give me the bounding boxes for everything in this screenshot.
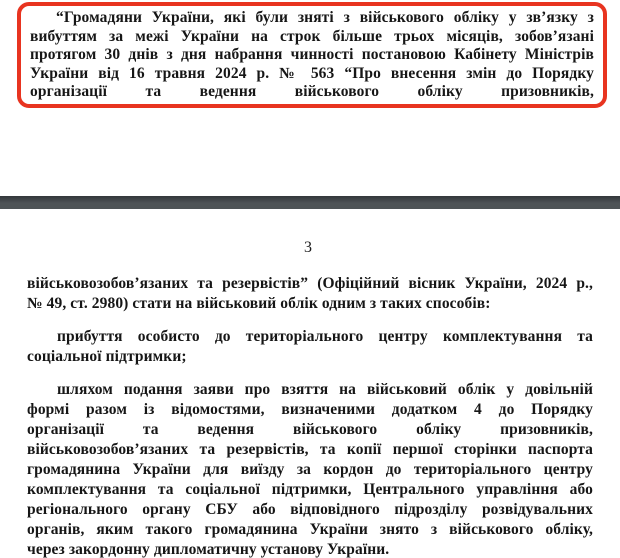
text-line: військовозобов’язаних та резервістів, та копії першої сторінки паспорта xyxy=(27,441,593,458)
paragraph xyxy=(27,380,593,558)
page-body xyxy=(27,274,593,558)
text-line: соціальної підтримки; xyxy=(27,348,187,365)
text-line: комплектування та соціальної підтримки, Центрального управління або xyxy=(27,481,593,498)
text-line: “Громадяни України, які були зняті з військового обліку у зв’язку з xyxy=(56,9,594,26)
page-number: 3 xyxy=(304,239,312,256)
page-separator-bar xyxy=(0,196,620,209)
text-line: організації та ведення військового обліку призовників, xyxy=(27,421,593,438)
text-line: військовозобов’язаних та резервістів” (Офіційний вісник України, 2024 р., xyxy=(27,275,593,292)
text-line: № 49, ст. 2980) стати на військовий облік одним з таких способів: xyxy=(27,295,491,312)
text-line: України від 16 травня 2024 р. № 563 “Про внесення змін до Порядку xyxy=(30,64,594,82)
text-line: організації та ведення військового обліку призовників, xyxy=(30,83,594,101)
text-line: шляхом подання заяви про взяття на військовий облік у довільній xyxy=(57,381,593,398)
text-line: прибуття особисто до територіального центру комплектування та xyxy=(57,328,593,345)
text-line: формі разом із відомостями, визначеними додатком 4 до Порядку xyxy=(27,401,593,418)
paragraph xyxy=(27,327,593,367)
text-line: громадянина України для виїзду за кордон до територіального центру xyxy=(27,461,593,478)
text-line: вибуттям за межі України на строк більше трьох місяців, зобов’язані xyxy=(30,27,594,45)
paragraph xyxy=(27,274,593,314)
text-line: органів, яким такого громадянина України знято з військового обліку, xyxy=(27,521,593,538)
highlighted-excerpt-text xyxy=(30,9,594,102)
highlight-annotation-box xyxy=(17,2,607,108)
text-line: через закордонну дипломатичну установу України. xyxy=(27,541,390,558)
text-line: регіонального органу СБУ або відповідного підрозділу розвідувальних xyxy=(27,501,593,518)
text-line: протягом 30 днів з дня набрання чинності постановою Кабінету Міністрів xyxy=(30,46,594,64)
